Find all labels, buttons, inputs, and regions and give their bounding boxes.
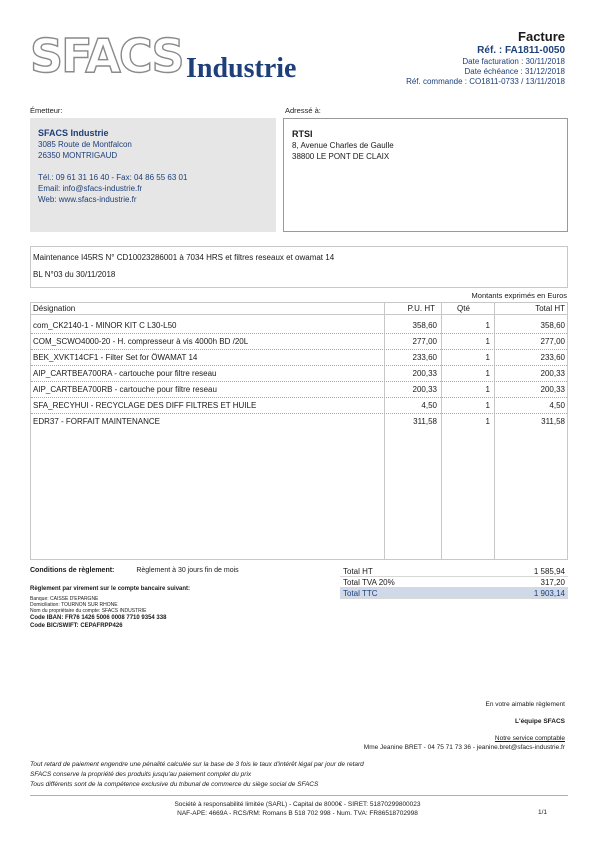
footnotes [30, 760, 364, 790]
account-owner: Nom du propriétaire du compte: SFACS INDUSTRIE [30, 608, 147, 614]
invoice-date: Date facturation : 30/11/2018 [462, 57, 565, 66]
emitter-box [30, 118, 276, 232]
header-quantity: Qté [457, 304, 470, 313]
row-designation: AIP_CARTBEA700RB - cartouche pour filtre reseau [33, 385, 217, 394]
total-ht-label: Total HT [343, 567, 373, 576]
total-ht-row [340, 566, 568, 577]
items-table [30, 302, 568, 560]
row-total: 311,58 [541, 417, 565, 426]
total-ttc-row [340, 588, 568, 599]
footer-divider [30, 795, 568, 796]
recipient-label: Adressé à: [285, 106, 321, 115]
row-total: 233,60 [540, 353, 565, 362]
total-ht-value: 1 585,94 [533, 567, 565, 576]
bank-domiciliation: Domiciliation: TOURNON SUR RHONE [30, 602, 118, 608]
currency-note: Montants exprimés en Euros [471, 291, 567, 300]
table-row [31, 366, 567, 382]
row-unit-price: 277,00 [412, 337, 437, 346]
invoice-description [30, 246, 568, 288]
legal-line-1: Société à responsabilité limitée (SARL) - Capital de 8000€ - SIRET: 51870299800023 [174, 801, 421, 808]
row-total: 4,50 [549, 401, 565, 410]
emitter-phone: Tél.: 09 61 31 16 40 - Fax: 04 86 55 63 01 [38, 173, 188, 182]
footnote-line: SFACS conserve la propriété des produits jusqu'au paiement complet du prix [30, 771, 252, 778]
payment-conditions [30, 566, 239, 630]
row-designation: AIP_CARTBEA700RA - cartouche pour filtre reseau [33, 369, 217, 378]
header-unit-price: P.U. HT [407, 304, 435, 313]
bank-name: Banque: CAISSE D'EPARGNE [30, 596, 99, 602]
page-number: 1/1 [537, 809, 547, 816]
table-row [31, 398, 567, 414]
row-designation: BEK_XVKT14CF1 - Filter Set for ÖWAMAT 14 [33, 353, 198, 362]
footnote-line: Tous différents sont de la compétence exclusive du tribunal de commerce du siège social de SFACS [30, 781, 319, 788]
invoice-ref: Réf. : FA1811-0050 [477, 45, 565, 56]
row-quantity: 1 [485, 353, 490, 362]
row-unit-price: 233,60 [412, 353, 437, 362]
table-row [31, 350, 567, 366]
order-ref: Réf. commande : CO1811-0733 / 13/11/2018 [406, 77, 565, 86]
bic: Code BIC/SWIFT: CEPAFRPP426 [30, 623, 123, 629]
logo-subtitle: Industrie [186, 53, 297, 84]
invoice-header [406, 30, 565, 87]
totals-box [340, 566, 568, 599]
invoice-title: Facture [518, 29, 565, 44]
row-unit-price: 358,60 [412, 321, 437, 330]
row-quantity: 1 [485, 401, 490, 410]
signature-service: Notre service comptable [494, 735, 565, 742]
row-total: 200,33 [540, 385, 565, 394]
total-tva-label: Total TVA 20% [343, 578, 395, 587]
row-designation: com_CK2140-1 - MINOR KIT C L30-L50 [33, 321, 177, 330]
row-total: 277,00 [540, 337, 565, 346]
row-quantity: 1 [485, 385, 490, 394]
table-row [31, 414, 567, 430]
total-tva-row [340, 577, 568, 588]
table-header [31, 303, 567, 315]
header-designation: Désignation [33, 304, 76, 313]
description-line: Maintenance I45RS N° CD10023286001 à 7034 HRS et filtres reseaux et owamat 14 [33, 253, 335, 262]
conditions-label: Conditions de règlement: [30, 567, 115, 574]
conditions-value: Règlement à 30 jours fin de mois [136, 567, 239, 574]
table-row [31, 318, 567, 334]
row-total: 358,60 [540, 321, 565, 330]
due-date: Date échéance : 31/12/2018 [464, 67, 565, 76]
row-designation: COM_SCWO4000-20 - H. compresseur à vis 4000h BD /20L [33, 337, 249, 346]
emitter-street: 3085 Route de Montfalcon [38, 140, 132, 149]
row-total: 200,33 [540, 369, 565, 378]
row-quantity: 1 [485, 337, 490, 346]
row-unit-price: 4,50 [421, 401, 437, 410]
delivery-note: BL N°03 du 30/11/2018 [33, 270, 116, 279]
bank-transfer-title: Règlement par virement sur le compte bancaire suivant: [30, 586, 191, 592]
row-unit-price: 200,33 [412, 369, 437, 378]
emitter-name: SFACS Industrie [38, 128, 109, 138]
total-ttc-value: 1 903,14 [533, 589, 565, 598]
emitter-city: 26350 MONTRIGAUD [38, 151, 118, 160]
recipient-street: 8, Avenue Charles de Gaulle [292, 141, 394, 150]
logo-brand: SFACS [30, 29, 183, 83]
total-tva-value: 317,20 [540, 578, 565, 587]
table-row [31, 382, 567, 398]
emitter-email: Email: info@sfacs-industrie.fr [38, 184, 143, 193]
recipient-name: RTSI [292, 129, 313, 139]
header-total: Total HT [535, 304, 565, 313]
company-logo [30, 30, 320, 90]
emitter-label: Émetteur: [30, 106, 63, 115]
footnote-line: Tout retard de paiement engendre une pénalité calculée sur la base de 3 fois le taux d'intérêt légal par jour de retard [30, 761, 364, 768]
row-unit-price: 311,58 [413, 417, 437, 426]
row-quantity: 1 [485, 321, 490, 330]
table-row [31, 334, 567, 350]
legal-line-2: NAF-APE: 4669A - RCS/RM: Romans B 518 702 998 - Num. TVA: FR86518702998 [177, 810, 418, 817]
signature-team: L'équipe SFACS [515, 718, 565, 725]
signature-greeting: En votre aimable règlement [485, 701, 565, 708]
emitter-web: Web: www.sfacs-industrie.fr [38, 195, 137, 204]
total-ttc-label: Total TTC [343, 589, 378, 598]
row-designation: EDR37 - FORFAIT MAINTENANCE [33, 417, 160, 426]
row-quantity: 1 [485, 417, 490, 426]
row-designation: SFA_RECYHUI - RECYCLAGE DES DIFF FILTRES ET HUILE [33, 401, 257, 410]
row-quantity: 1 [485, 369, 490, 378]
row-unit-price: 200,33 [412, 385, 437, 394]
signature-contact: Mme Jeanine BRET - 04 75 71 73 36 - jeanine.bret@sfacs-industrie.fr [363, 744, 565, 751]
iban: Code IBAN: FR76 1426 5006 0008 7710 9354 338 [30, 615, 167, 621]
recipient-box [283, 118, 568, 232]
recipient-city: 38800 LE PONT DE CLAIX [292, 152, 390, 161]
